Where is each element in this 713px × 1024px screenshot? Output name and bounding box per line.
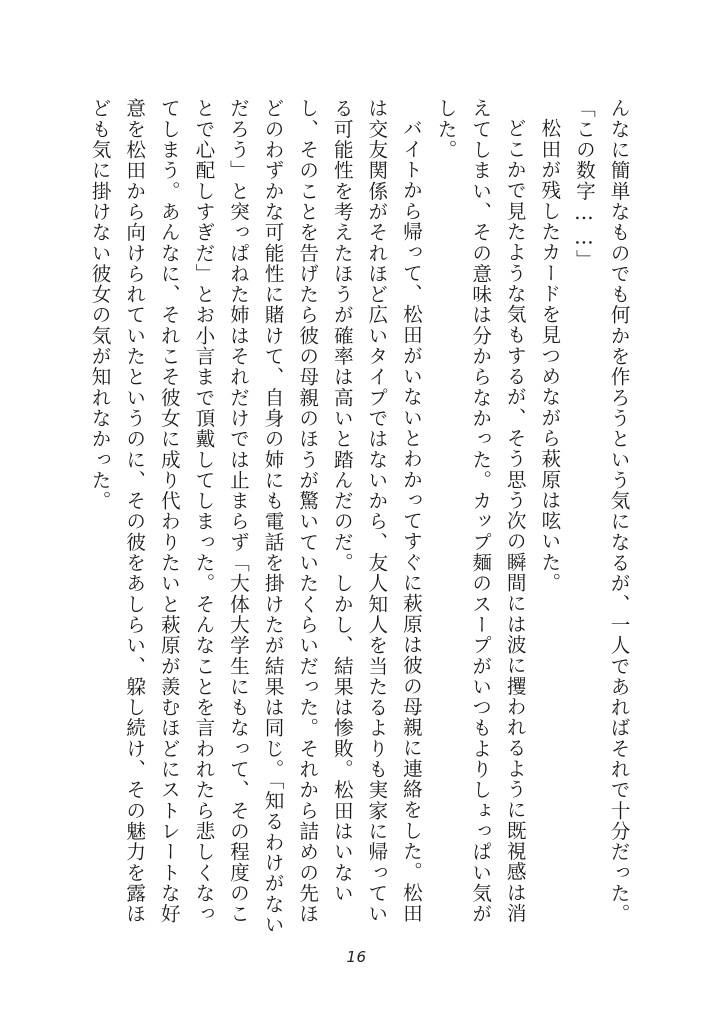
- body-text: [82, 98, 636, 938]
- paragraph-3: 松田が残したカードを見つめながら萩原は呟いた。: [537, 117, 561, 593]
- paragraph-2-dialogue: 「この数字……」: [572, 98, 596, 270]
- paragraph-5: バイトから帰って、松田がいないとわかってすぐに萩原は彼の母親に連絡をした。松田は交友関係がそれほど広いタイプではないから、友人知人を当たるよりも実家に帰っている可能性を考えたほうが確率は高いと踏んだのだ。しかし、結果は惨敗。松田はいないし、そのことを告げたら彼の母親のほうが驚いていたくらいだった。それから詰めの先ほどのわずかな可能性に賭けて、自身の姉にも電話を掛けたが結果は同じ。「知るわけがないだろう」と突っぱねた姉はそれだけでは止まらず「大体大学生にもなって、その程度のことで心配しすぎだ」とお小言まで頂戴してしまった。そんなことを言われたら悲しくなってしまう。あんなに、それこそ彼女に成り代わりたいと萩原が羨むほどにストレートな好意を松田から向けられていたというのに、その彼をあしらい、躱し続け、その魅力を露ほども気に掛けない彼女の気が知れなかった。: [88, 98, 423, 935]
- page-number: 16: [346, 948, 367, 966]
- paragraph-4: どこかで見たような気もするが、そう思う次の瞬間には波に攫われるように既視感は消えてしまい、その意味は分からなかった。カップ麺のスープがいつもよりしょっぱい気がした。: [434, 98, 527, 924]
- paragraph-1: んなに簡単なものでも何かを作ろうという気になるが、一人であればそれで十分だった。: [607, 98, 630, 924]
